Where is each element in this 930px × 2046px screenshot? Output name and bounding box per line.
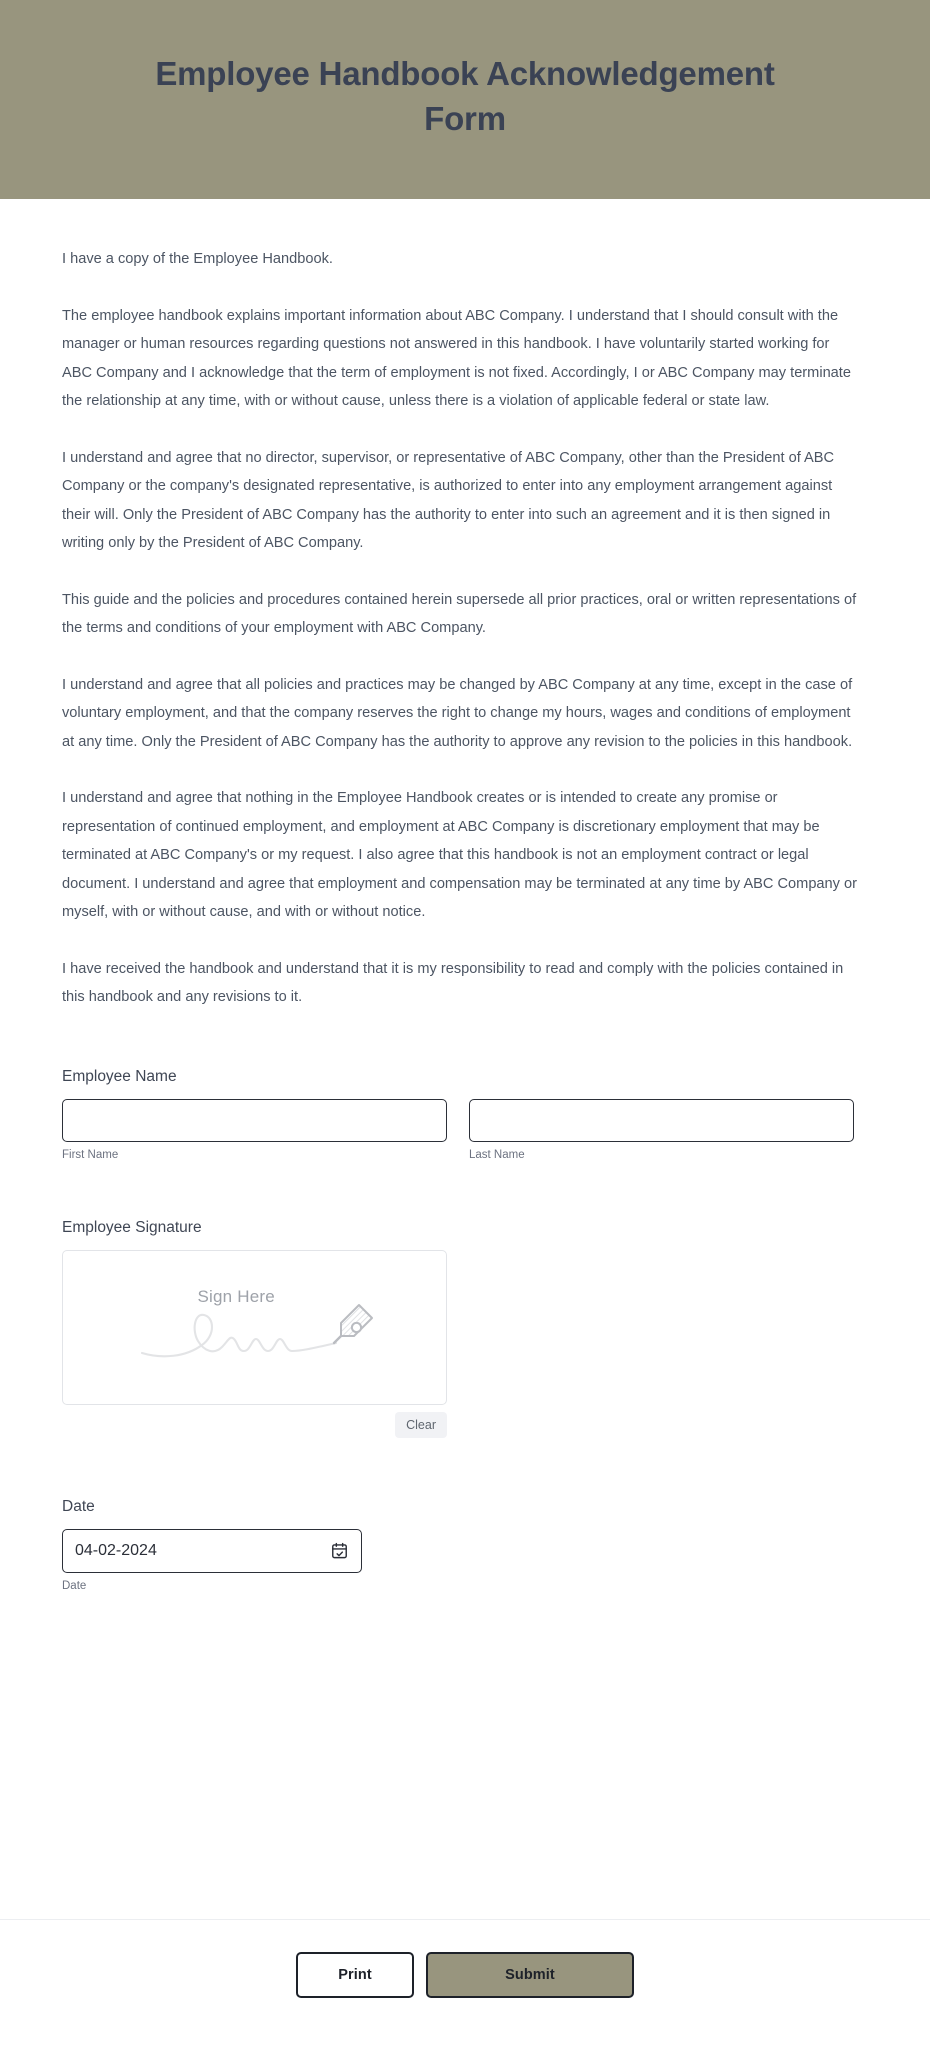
pen-nib-icon (328, 1299, 376, 1352)
last-name-column (469, 1099, 854, 1161)
employee-signature-field-group (62, 1219, 868, 1438)
paragraph: I have a copy of the Employee Handbook. (62, 251, 333, 268)
signature-pad[interactable] (62, 1250, 447, 1405)
paragraph: The employee handbook explains important information about ABC Company. I understand that I should consult with the manager or human resources regarding questions not answered in this handbook. I have voluntarily started working for ABC Company and I acknowledge that the term of employment is not fixed. Accordingly, I or ABC Company may terminate the relationship at any time, with or without cause, unless there is a violation of applicable federal or state law. (62, 307, 851, 410)
date-sublabel: Date (62, 1579, 87, 1592)
first-name-sublabel: First Name (62, 1148, 119, 1161)
last-name-sublabel: Last Name (469, 1148, 525, 1161)
calendar-check-icon[interactable] (330, 1541, 349, 1560)
paragraph: This guide and the policies and procedures contained herein supersede all prior practices, oral or written representations of the terms and conditions of your employment with ABC Company. (62, 591, 857, 637)
paragraph: I understand and agree that all policies and practices may be changed by ABC Company at any time, except in the case of voluntary employment, and that the company reserves the right to change my hours, wages and conditions of employment at any time. Only the President of ABC Company has the authority to approve any revision to the policies in this handbook. (62, 676, 853, 750)
first-name-column (62, 1099, 447, 1161)
form-body (0, 199, 930, 1919)
date-field-group (62, 1498, 868, 1628)
employee-signature-label: Employee Signature (62, 1218, 202, 1236)
employee-name-label: Employee Name (62, 1067, 177, 1085)
page-title: Employee Handbook Acknowledgement Form (155, 55, 775, 137)
last-name-input[interactable] (469, 1099, 854, 1142)
date-input-wrapper[interactable] (62, 1529, 362, 1573)
submit-button[interactable]: Submit (426, 1952, 634, 1998)
name-row (62, 1099, 868, 1161)
print-button[interactable]: Print (296, 1952, 414, 1998)
signature-actions (62, 1412, 447, 1438)
form-footer (0, 1919, 930, 2046)
paragraph: I understand and agree that nothing in the Employee Handbook creates or is intended to create any promise or representation of continued employment, and employment at ABC Company is discretionary employment that may be terminated at ABC Company's or my request. I also agree that this handbook is not an employment contract or legal document. I understand and agree that employment and compensation may be terminated at any time by ABC Company or myself, with or without cause, and with or without notice. (62, 790, 857, 921)
employee-name-field-group (62, 1068, 868, 1161)
acknowledgement-text (62, 199, 862, 1012)
paragraph: I understand and agree that no director, supervisor, or representative of ABC Company, other than the President of ABC Company or the company's designated representative, is authorized to enter into any employment arrangement against their will. Only the President of ABC Company has the authority to enter into such an agreement and it is then signed in writing only by the President of ABC Company. (62, 449, 835, 552)
clear-signature-button[interactable]: Clear (395, 1412, 447, 1438)
paragraph: I have received the handbook and understand that it is my responsibility to read and comply with the policies contained in this handbook and any revisions to it. (62, 960, 844, 1006)
first-name-input[interactable] (62, 1099, 447, 1142)
form-header (0, 0, 930, 199)
signature-placeholder (63, 1281, 446, 1373)
date-input[interactable] (75, 1542, 330, 1560)
sign-here-label: Sign Here (197, 1287, 275, 1307)
signature-squiggle-icon (140, 1309, 340, 1366)
date-label: Date (62, 1497, 95, 1515)
